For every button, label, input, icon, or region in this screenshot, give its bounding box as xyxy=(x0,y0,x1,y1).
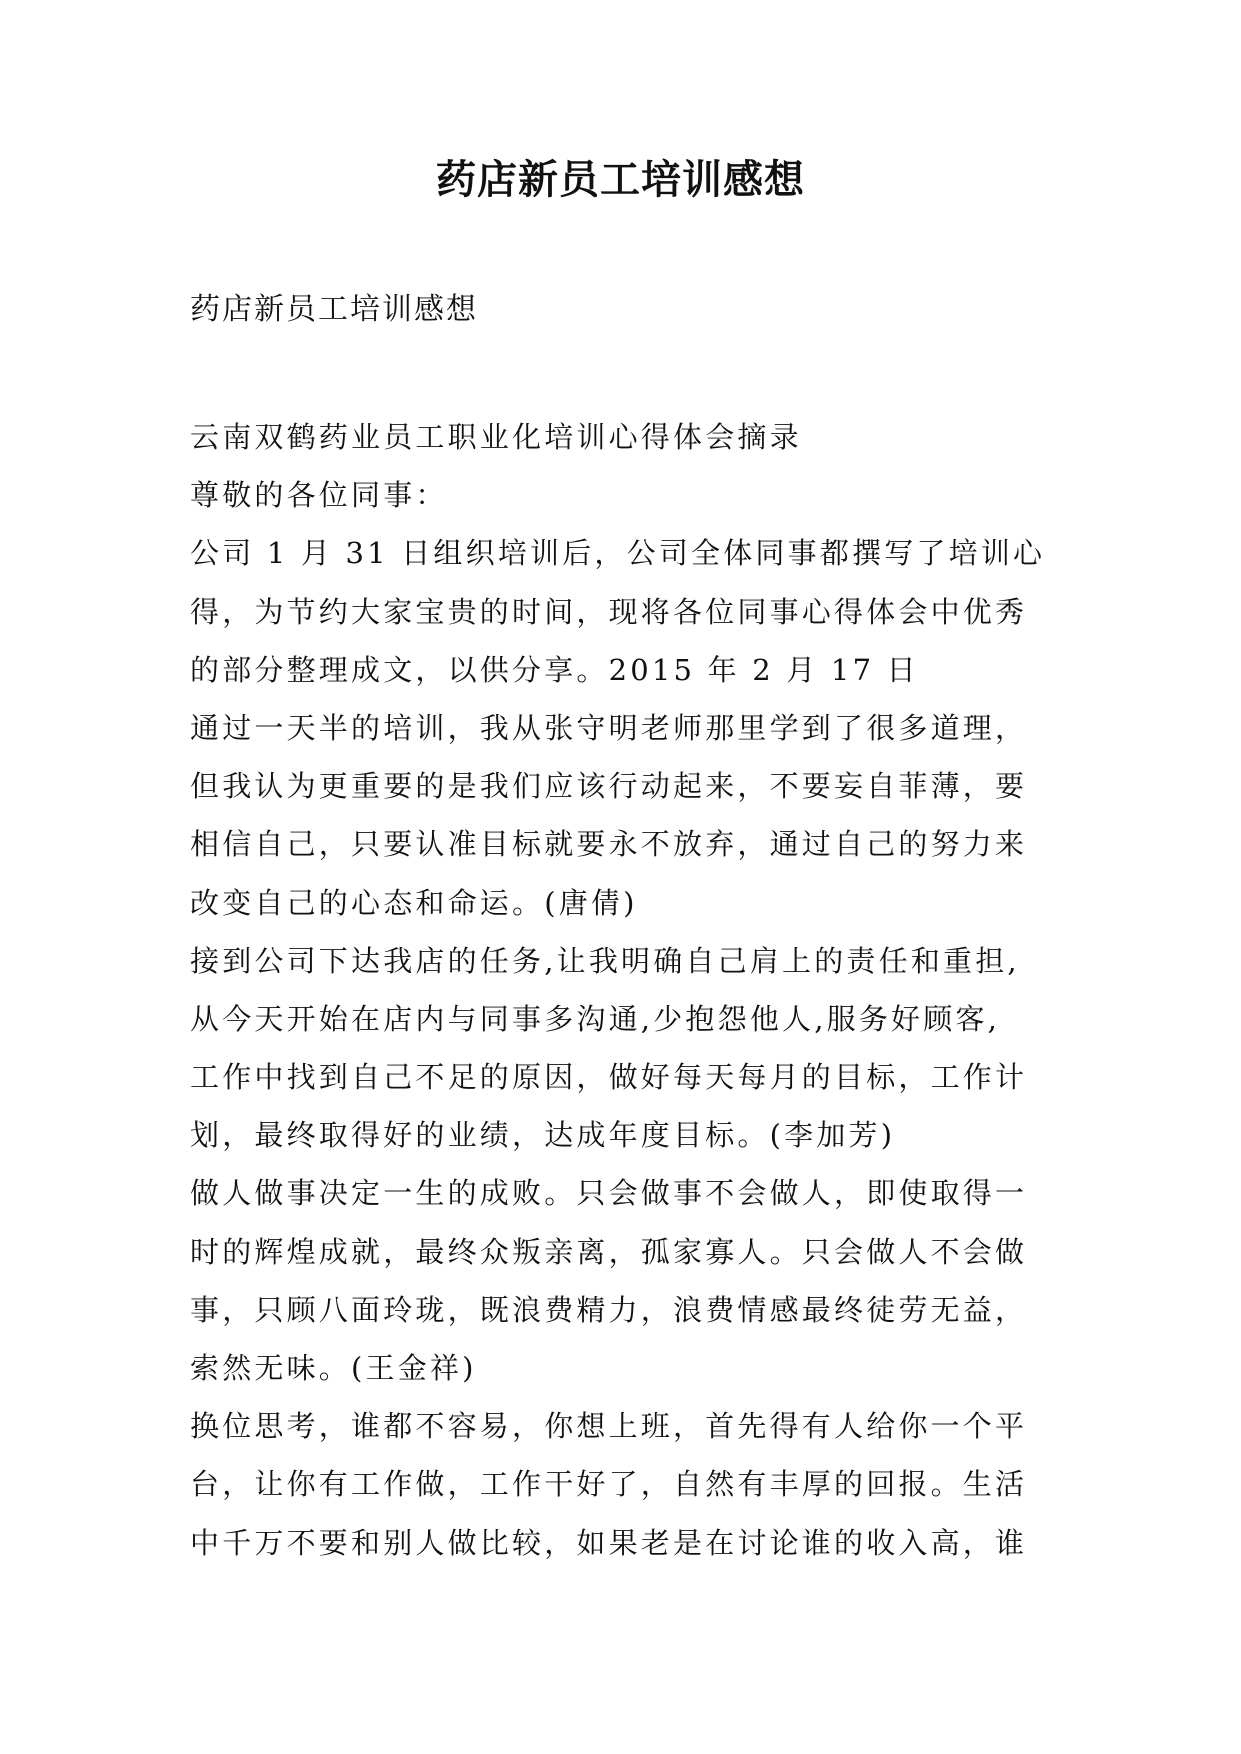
body-line: 做人做事决定一生的成败。只会做事不会做人，即使取得一 xyxy=(190,1176,1028,1211)
body-line: 云南双鹤药业员工职业化培训心得体会摘录 xyxy=(190,420,802,454)
body-line: 公司 1 月 31 日组织培训后，公司全体同事都撰写了培训心 xyxy=(190,536,1046,571)
body-line: 事，只顾八面玲珑，既浪费精力，浪费情感最终徒劳无益， xyxy=(190,1292,1028,1327)
body-line: 时的辉煌成就，最终众叛亲离，孤家寡人。只会做人不会做 xyxy=(190,1234,1028,1269)
body-line: 改变自己的心态和命运。(唐倩) xyxy=(190,885,638,920)
body-line: 通过一天半的培训，我从张守明老师那里学到了很多道理， xyxy=(190,710,1028,745)
body-line: 得，为节约大家宝贵的时间，现将各位同事心得体会中优秀 xyxy=(190,594,1028,629)
document-subtitle: 药店新员工培训感想 xyxy=(190,292,478,327)
document-body xyxy=(190,408,1060,1572)
body-line: 换位思考，谁都不容易，你想上班，首先得有人给你一个平 xyxy=(190,1409,1028,1444)
body-line: 相信自己，只要认准目标就要永不放弃，通过自己的努力来 xyxy=(190,827,1028,862)
body-line: 中千万不要和别人做比较，如果老是在讨论谁的收入高，谁 xyxy=(190,1525,1028,1560)
body-line: 台，让你有工作做，工作干好了，自然有丰厚的回报。生活 xyxy=(190,1467,1028,1502)
body-line: 尊敬的各位同事： xyxy=(190,478,448,513)
body-line: 的部分整理成文，以供分享。2015 年 2 月 17 日 xyxy=(190,652,919,687)
body-line: 工作中找到自己不足的原因，做好每天每月的目标，工作计 xyxy=(190,1060,1028,1095)
body-line: 索然无味。(王金祥) xyxy=(190,1351,477,1385)
document-title: 药店新员工培训感想 xyxy=(436,157,805,203)
body-line: 但我认为更重要的是我们应该行动起来，不要妄自菲薄，要 xyxy=(190,769,1028,804)
body-line: 接到公司下达我店的任务,让我明确自己肩上的责任和重担, xyxy=(190,943,1020,978)
body-line: 划，最终取得好的业绩，达成年度目标。(李加芳) xyxy=(190,1118,896,1153)
body-line: 从今天开始在店内与同事多沟通,少抱怨他人,服务好顾客, xyxy=(190,1001,1001,1036)
